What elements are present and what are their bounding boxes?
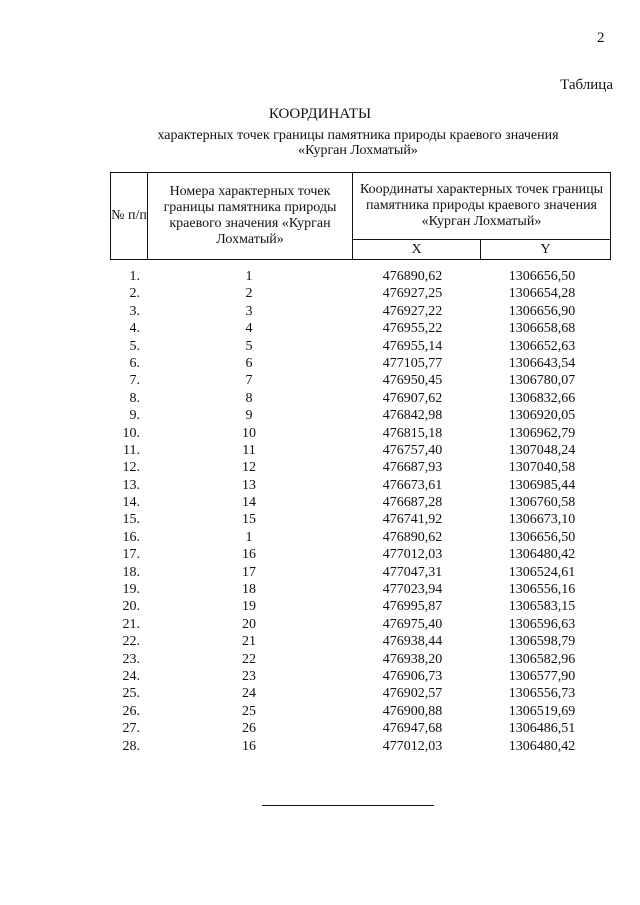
- row-number: 13.: [122, 477, 140, 493]
- subtitle-line-2: «Курган Лохматый»: [298, 143, 418, 158]
- row-number: 9.: [129, 408, 140, 424]
- row-number: 10.: [122, 425, 140, 441]
- point-number: 1: [245, 269, 253, 284]
- x-coordinate: 476975,40: [382, 616, 443, 632]
- row-number: 4.: [129, 321, 140, 337]
- point-number: 23: [242, 668, 256, 684]
- row-number: 21.: [122, 616, 140, 632]
- x-coordinate: 476890,62: [382, 269, 443, 284]
- x-coordinate: 476902,57: [382, 686, 443, 702]
- y-coordinate: 1306652,63: [508, 338, 576, 354]
- point-number: 3: [245, 303, 253, 319]
- x-coordinate: 476890,62: [382, 529, 443, 545]
- y-coordinate: 1306658,68: [508, 321, 576, 337]
- y-coordinate: 1306556,73: [508, 686, 576, 702]
- y-coordinate: 1306760,58: [508, 495, 576, 511]
- row-number: 2.: [129, 286, 140, 302]
- point-number: 7: [245, 373, 253, 389]
- y-coordinate: 1306596,63: [508, 616, 576, 632]
- x-coordinate: 476938,44: [382, 634, 443, 650]
- y-coordinate: 1306577,90: [508, 668, 576, 684]
- y-coordinate: 1306582,96: [508, 651, 576, 667]
- point-number: 8: [245, 390, 253, 406]
- row-number: 27.: [122, 721, 140, 737]
- y-coordinate: 1306656,50: [508, 529, 576, 545]
- x-coordinate: 477012,03: [382, 547, 443, 563]
- row-number: 11.: [123, 442, 140, 458]
- point-number: 15: [242, 512, 256, 528]
- document-subtitle: [120, 128, 596, 158]
- y-coordinate: 1306583,15: [508, 599, 576, 615]
- row-number: 19.: [122, 582, 140, 598]
- x-coordinate: 476673,61: [382, 477, 443, 493]
- point-number: 21: [242, 634, 256, 650]
- header-coordinates: Координаты характерных точек границы памятника природы краевого значения «Курган Лохматый»: [353, 173, 611, 240]
- point-number: 20: [242, 616, 256, 632]
- x-coordinate: 476741,92: [382, 512, 443, 528]
- x-coordinate: 476938,20: [382, 651, 443, 667]
- x-coordinate: 477105,77: [382, 355, 443, 371]
- header-point-numbers: Номера характерных точек границы памятника природы краевого значения «Курган Лохматый»: [148, 173, 353, 260]
- x-coordinate: 476757,40: [382, 442, 443, 458]
- x-coordinate: 476955,14: [382, 338, 443, 354]
- row-number: 16.: [122, 529, 140, 545]
- y-coordinate: 1306654,28: [508, 286, 576, 302]
- row-number: 3.: [129, 303, 140, 319]
- point-number: 9: [245, 408, 253, 424]
- point-number: 16: [242, 547, 256, 563]
- y-coordinate: 1306920,05: [508, 408, 576, 424]
- row-number: 17.: [122, 547, 140, 563]
- row-number: 28.: [122, 738, 140, 754]
- y-coordinate: 1306780,07: [508, 373, 576, 389]
- x-coordinate: 476815,18: [382, 425, 443, 441]
- y-coordinate: 1306598,79: [508, 634, 576, 650]
- y-coordinate: 1306832,66: [508, 390, 576, 406]
- point-number: 10: [242, 425, 256, 441]
- row-number: 24.: [122, 668, 140, 684]
- x-coordinate: 476907,62: [382, 390, 443, 406]
- point-number: 25: [242, 703, 256, 719]
- header-x: X: [353, 240, 481, 260]
- x-coordinate: 476687,93: [382, 460, 443, 476]
- y-coordinate: 1306556,16: [508, 582, 576, 598]
- row-number: 15.: [122, 512, 140, 528]
- table-label: Таблица: [560, 77, 613, 93]
- point-number: 2: [245, 286, 253, 302]
- row-number: 6.: [129, 355, 140, 371]
- x-coordinate: 477047,31: [382, 564, 443, 580]
- page-number: 2: [597, 30, 605, 46]
- point-number: 5: [245, 338, 253, 354]
- x-coordinate: 476906,73: [382, 668, 443, 684]
- point-number: 24: [242, 686, 256, 702]
- end-rule: [262, 805, 434, 806]
- point-number: 17: [242, 564, 256, 580]
- y-coordinate: 1306656,90: [508, 303, 576, 319]
- x-coordinate: 477012,03: [382, 738, 443, 754]
- row-number: 7.: [129, 373, 140, 389]
- point-number: 11: [242, 442, 256, 458]
- row-number: 14.: [122, 495, 140, 511]
- coordinates-table-header: [110, 172, 611, 260]
- row-number: 12.: [122, 460, 140, 476]
- document-title: КООРДИНАТЫ: [268, 106, 372, 122]
- row-number: 18.: [122, 564, 140, 580]
- row-number: 26.: [122, 703, 140, 719]
- point-number: 18: [242, 582, 256, 598]
- y-coordinate: 1306985,44: [508, 477, 576, 493]
- x-coordinate: 476927,22: [382, 303, 443, 319]
- point-number: 22: [242, 651, 256, 667]
- point-number: 4: [245, 321, 253, 337]
- x-coordinate: 476927,25: [382, 286, 443, 302]
- y-coordinate: 1306480,42: [508, 738, 576, 754]
- y-coordinate: 1306673,10: [508, 512, 576, 528]
- y-coordinate: 1306519,69: [508, 703, 576, 719]
- point-number: 12: [242, 460, 256, 476]
- x-coordinate: 477023,94: [382, 582, 443, 598]
- y-coordinate: 1306656,50: [508, 269, 576, 284]
- x-coordinate: 476842,98: [382, 408, 443, 424]
- x-coordinate: 476687,28: [382, 495, 443, 511]
- header-number: № п/п: [111, 173, 148, 260]
- x-coordinate: 476900,88: [382, 703, 443, 719]
- point-number: 19: [242, 599, 256, 615]
- point-number: 13: [242, 477, 256, 493]
- point-number: 14: [242, 495, 256, 511]
- y-coordinate: 1306486,51: [508, 721, 576, 737]
- point-number: 6: [245, 355, 253, 371]
- y-coordinate: 1306962,79: [508, 425, 576, 441]
- row-number: 22.: [122, 634, 140, 650]
- point-number: 26: [242, 721, 256, 737]
- row-number: 23.: [122, 651, 140, 667]
- x-coordinate: 476955,22: [382, 321, 443, 337]
- subtitle-line-1: характерных точек границы памятника природы краевого значения: [157, 128, 559, 143]
- x-coordinate: 476995,87: [382, 599, 443, 615]
- row-number: 5.: [129, 338, 140, 354]
- y-coordinate: 1307040,58: [508, 460, 576, 476]
- x-coordinate: 476950,45: [382, 373, 443, 389]
- y-coordinate: 1307048,24: [508, 442, 576, 458]
- row-number: 20.: [122, 599, 140, 615]
- header-y: Y: [481, 240, 611, 260]
- row-number: 1.: [129, 269, 140, 284]
- point-number: 1: [245, 529, 253, 545]
- x-coordinate: 476947,68: [382, 721, 443, 737]
- y-coordinate: 1306643,54: [508, 355, 576, 371]
- y-coordinate: 1306480,42: [508, 547, 576, 563]
- point-number: 16: [242, 738, 256, 754]
- row-number: 8.: [129, 390, 140, 406]
- row-number: 25.: [122, 686, 140, 702]
- y-coordinate: 1306524,61: [508, 564, 576, 580]
